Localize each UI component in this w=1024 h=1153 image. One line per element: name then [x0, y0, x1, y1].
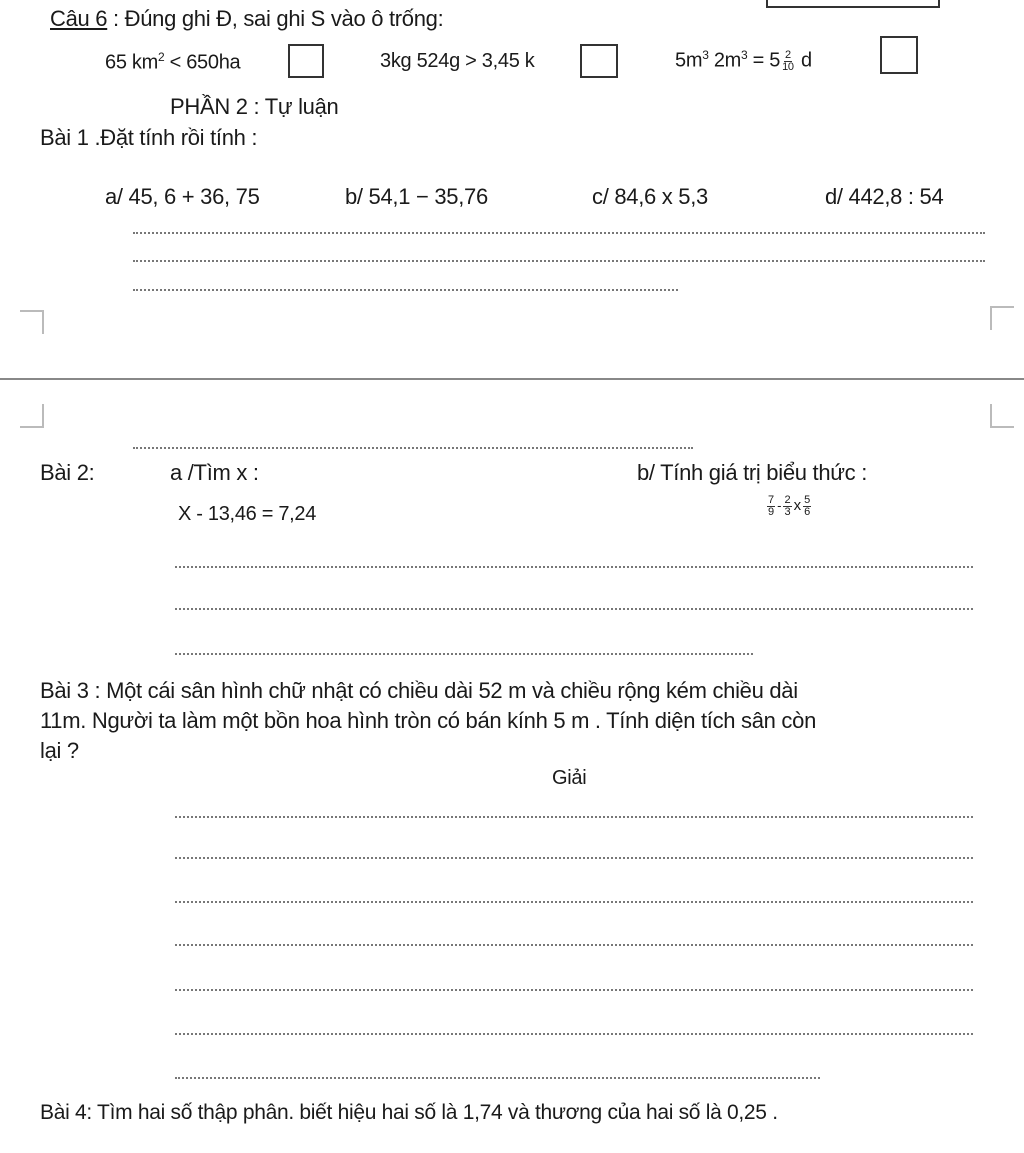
bai1-answer-line-3[interactable]: [133, 289, 678, 291]
bai3-line-2: 11m. Người ta làm một bồn hoa hình tròn có bán kính 5 m . Tính diện tích sân còn: [40, 708, 817, 733]
bai2-b-expression: $\frac{7}{9}$ - $\frac{2}{3}$ x $\frac{5}{6}$: [768, 494, 811, 518]
bai1-answer-line-4[interactable]: [133, 447, 693, 449]
bai4-text: Bài 4: Tìm hai số thập phân. biết hiệu hai số là 1,74 và thương của hai số là 0,25 .: [40, 1101, 778, 1124]
bai2-answer-line-1[interactable]: [175, 566, 973, 568]
bai3-answer-line-1[interactable]: [175, 816, 973, 818]
q6-answer-box-3[interactable]: [880, 36, 918, 74]
q6-title: Câu 6: [50, 6, 108, 31]
top-corner-box: [766, 0, 940, 8]
bai3-answer-line-4[interactable]: [175, 944, 973, 946]
bai2-a-title: a /Tìm x :: [170, 460, 259, 485]
bai3-answer-line-5[interactable]: [175, 989, 973, 991]
q6-answer-box-1[interactable]: [288, 44, 324, 78]
bai1-answer-line-1[interactable]: [133, 232, 985, 234]
page-separator: [0, 378, 1024, 380]
bai3-answer-line-7[interactable]: [175, 1077, 820, 1079]
bai2-title: Bài 2:: [40, 460, 95, 485]
bai1-c: c/ 84,6 x 5,3: [592, 184, 708, 209]
bai3-line-1: Bài 3 : Một cái sân hình chữ nhật có chiều dài 52 m và chiều rộng kém chiều dài: [40, 678, 798, 703]
q6-title-rest: : Đúng ghi Đ, sai ghi S vào ô trống:: [107, 6, 444, 31]
bai3-solution-label: Giải: [552, 767, 587, 789]
page-corner-mark-tr: [990, 306, 1014, 330]
page-corner-mark-tl: [20, 310, 44, 334]
bai2-a-expression: X - 13,46 = 7,24: [178, 503, 317, 525]
q6-fraction: $\frac{2}{10}$: [782, 48, 794, 73]
bai1-answer-line-2[interactable]: [133, 260, 985, 262]
bai3-answer-line-3[interactable]: [175, 901, 973, 903]
bai3-line-3: lại ?: [40, 738, 79, 763]
page-corner-mark-bl: [20, 404, 44, 428]
bai1-a: a/ 45, 6 + 36, 75: [105, 184, 260, 209]
bai2-answer-line-2[interactable]: [175, 608, 973, 610]
bai3-answer-line-6[interactable]: [175, 1033, 973, 1035]
bai2-answer-line-3[interactable]: [175, 653, 753, 655]
page-corner-mark-br: [990, 404, 1014, 428]
q6-answer-box-2[interactable]: [580, 44, 618, 78]
q6-item-3: $5m^3$ $2m^3 = 5$ $\frac{2}{10}$ d: [675, 48, 812, 73]
part2-title: PHẦN 2 : Tự luận: [170, 94, 339, 119]
fraction-1: $\frac{7}{9}$: [768, 494, 775, 518]
q6-item-2: 3kg 524g > 3,45 k: [380, 50, 535, 72]
bai2-b-title: b/ Tính giá trị biểu thức :: [637, 460, 868, 485]
bai1-b: b/ 54,1 − 35,76: [345, 184, 488, 209]
bai1-title: Bài 1 .Đặt tính rồi tính :: [40, 125, 258, 150]
bai1-d: d/ 442,8 : 54: [825, 184, 944, 209]
fraction-2: $\frac{2}{3}$: [784, 494, 791, 518]
q6-item-1: 65 $km^2 < 650ha$: [105, 50, 241, 74]
q6-heading: [50, 6, 443, 32]
bai3-answer-line-2[interactable]: [175, 857, 973, 859]
fraction-3: $\frac{5}{6}$: [804, 494, 811, 518]
